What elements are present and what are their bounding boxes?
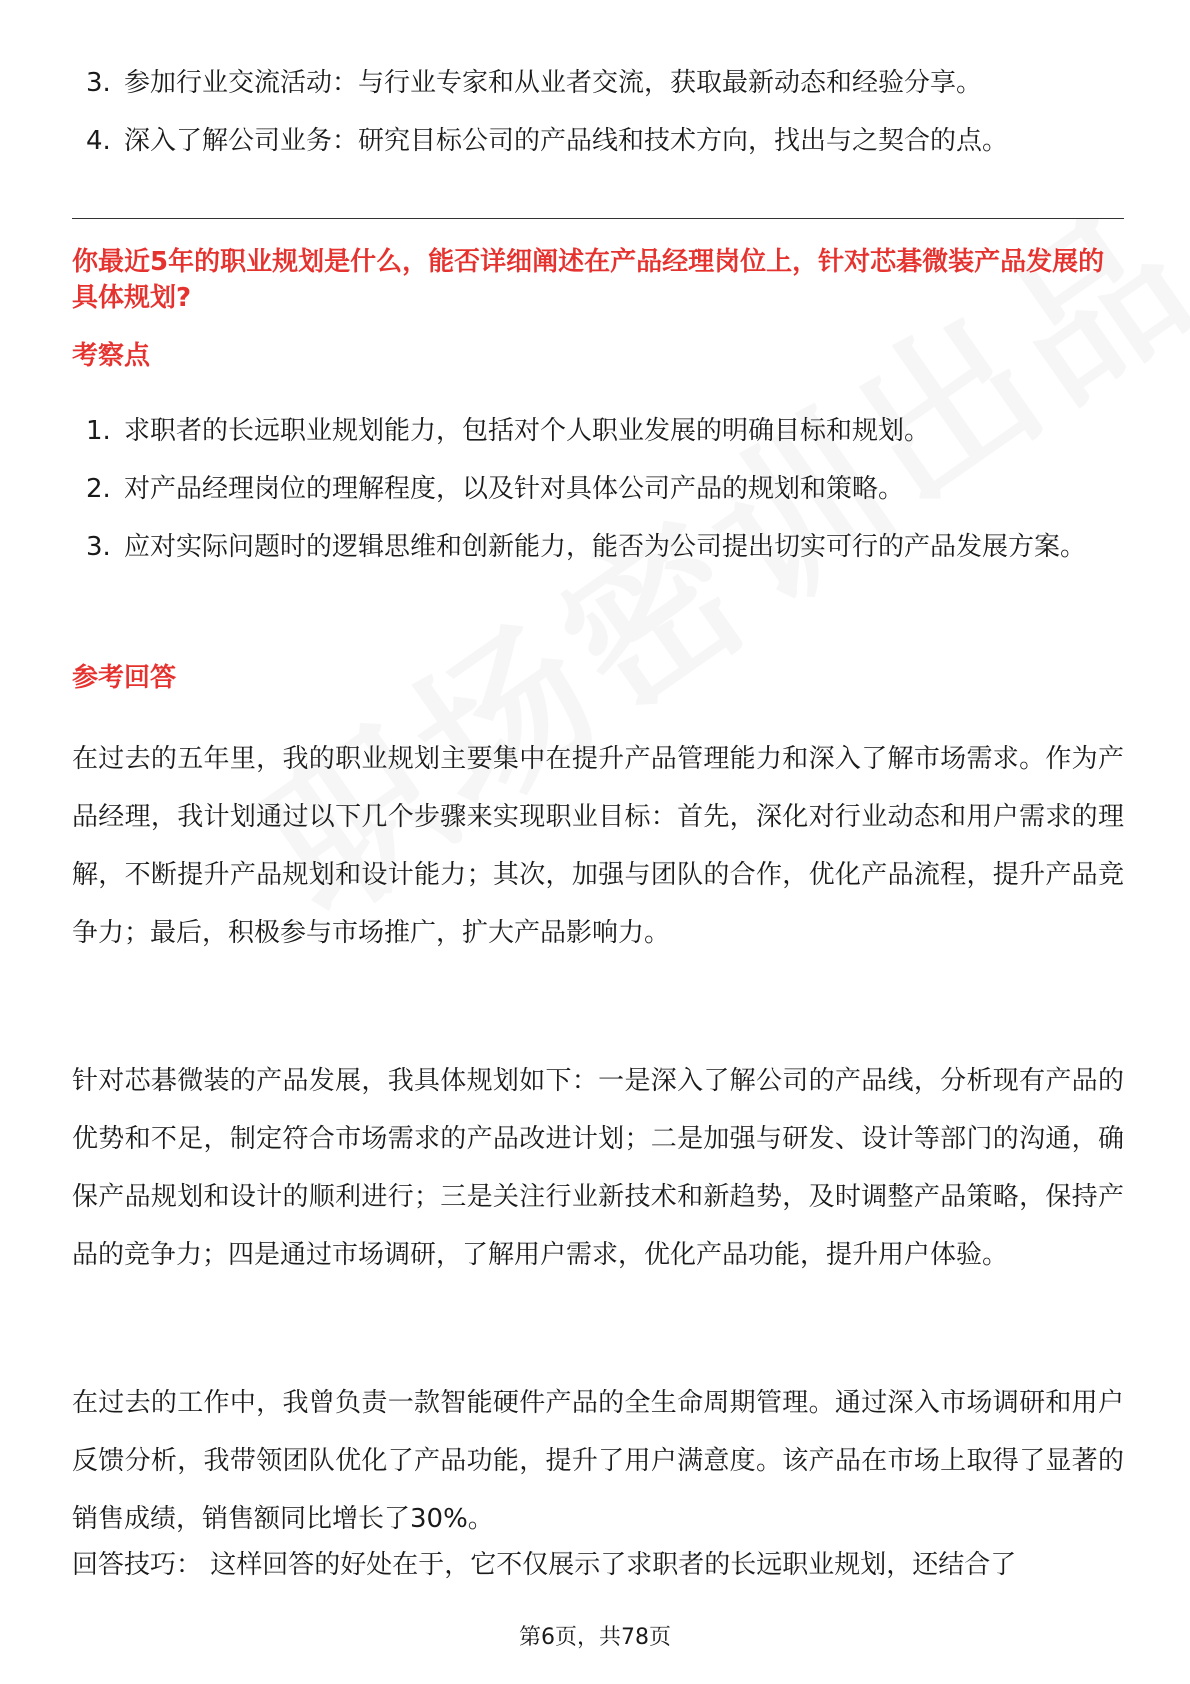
list-item — [72, 460, 1122, 518]
question-heading: 你最近5年的职业规划是什么，能否详细阐述在产品经理岗位上，针对芯碁微装产品发展的具体规划? — [72, 247, 1105, 313]
section-heading-reference-answer: 参考回答 — [72, 663, 177, 693]
answer-paragraph: 针对芯碁微装的产品发展，我具体规划如下：一是深入了解公司的产品线，分析现有产品的优势和不足，制定符合市场需求的产品改进计划；二是加强与研发、设计等部门的沟通，确保产品规划和设计的顺利进行；三是关注行业新技术和新趋势，及时调整产品策略，保持产品的竞争力；四是通过市场调研，了解用户需求，优化产品功能，提升用户体验。 — [72, 1066, 1124, 1270]
section-heading-kcd: 考察点 — [72, 341, 151, 371]
list-item-number: 2. — [86, 474, 111, 504]
answer-tips-paragraph: 回答技巧： 这样回答的好处在于，它不仅展示了求职者的长远职业规划，还结合了 — [72, 1550, 1017, 1580]
list-item-text: 求职者的长远职业规划能力，包括对个人职业发展的明确目标和规划。 — [124, 416, 931, 446]
list-item-text: 深入了解公司业务：研究目标公司的产品线和技术方向，找出与之契合的点。 — [124, 126, 1009, 156]
list-item-number: 4. — [86, 126, 111, 156]
page-number-footer: 第6页，共78页 — [519, 1625, 671, 1650]
list-item-number: 3. — [86, 68, 111, 98]
list-item — [72, 112, 1122, 170]
answer-paragraph: 在过去的工作中，我曾负责一款智能硬件产品的全生命周期管理。通过深入市场调研和用户反馈分析，我带领团队优化了产品功能，提升了用户满意度。该产品在市场上取得了显著的销售成绩，销售额同比增长了30%。 — [72, 1388, 1124, 1534]
section-divider — [72, 218, 1124, 219]
list-item-number: 1. — [86, 416, 111, 446]
list-item-text: 参加行业交流活动：与行业专家和从业者交流，获取最新动态和经验分享。 — [124, 68, 983, 98]
list-item-text: 应对实际问题时的逻辑思维和创新能力，能否为公司提出切实可行的产品发展方案。 — [124, 532, 1087, 562]
list-item-number: 3. — [86, 532, 111, 562]
list-item — [72, 518, 1122, 576]
list-item — [72, 402, 1122, 460]
top-numbered-list — [72, 54, 1122, 170]
list-item-text: 对产品经理岗位的理解程度，以及针对具体公司产品的规划和策略。 — [124, 474, 905, 504]
list-item — [72, 54, 1122, 112]
kcd-numbered-list — [72, 402, 1122, 576]
answer-paragraph: 在过去的五年里，我的职业规划主要集中在提升产品管理能力和深入了解市场需求。作为产品经理，我计划通过以下几个步骤来实现职业目标：首先，深化对行业动态和用户需求的理解，不断提升产品规划和设计能力；其次，加强与团队的合作，优化产品流程，提升产品竞争力；最后，积极参与市场推广，扩大产品影响力。 — [72, 744, 1124, 948]
